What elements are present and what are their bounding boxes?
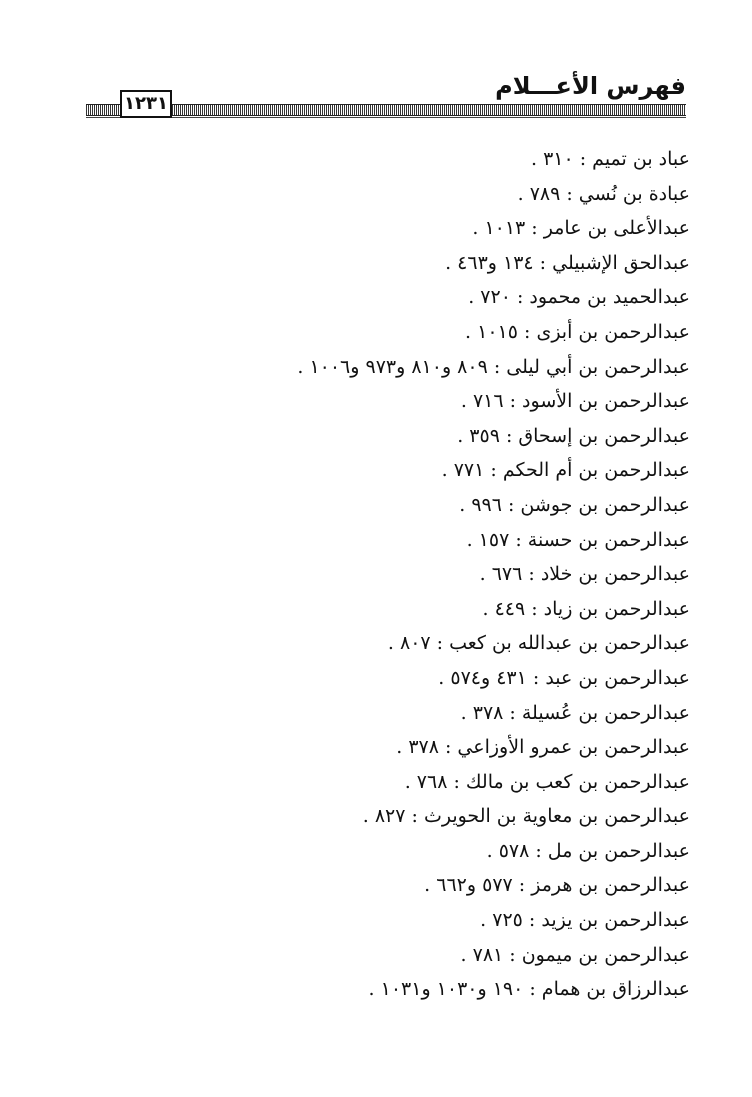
index-entry: عبدالرحمن بن زياد : ٤٤٩ . xyxy=(482,597,690,620)
header-underline xyxy=(86,117,686,118)
index-entry: عباد بن تميم : ٣١٠ . xyxy=(530,148,690,170)
index-entry: عبدالرحمن بن عمرو الأوزاعي : ٣٧٨ . xyxy=(396,736,690,759)
index-entry: عبدالرحمن بن مل : ٥٧٨ . xyxy=(486,839,690,862)
index-entry: عبدالأعلى بن عامر : ١٠١٣ . xyxy=(472,217,690,240)
index-entry: عبدالرحمن بن عبدالله بن كعب : ٨٠٧ . xyxy=(387,632,690,655)
index-entry: عبادة بن نُسي : ٧٨٩ . xyxy=(517,182,690,205)
index-entry: عبدالرحمن بن عبد : ٤٣١ و٥٧٤ . xyxy=(438,666,690,689)
page-title: فهرس الأعـــلام xyxy=(495,72,686,100)
index-entry: عبدالرحمن بن عُسيلة : ٣٧٨ . xyxy=(460,701,690,724)
index-entry: عبدالرحمن بن أم الحكم : ٧٧١ . xyxy=(441,459,690,482)
index-entry: عبدالرزاق بن همام : ١٩٠ و١٠٣٠ و١٠٣١ . xyxy=(368,978,690,1001)
page-number: ١٢٣١ xyxy=(120,90,172,118)
index-entry: عبدالرحمن بن إسحاق : ٣٥٩ . xyxy=(457,424,690,447)
page-header xyxy=(86,64,686,120)
index-entry: عبدالرحمن بن خلاد : ٦٧٦ . xyxy=(479,563,690,586)
index-entry: عبدالحق الإشبيلي : ١٣٤ و٤٦٣ . xyxy=(445,251,690,274)
index-entry: عبدالرحمن بن ميمون : ٧٨١ . xyxy=(460,943,690,966)
index-entry: عبدالرحمن بن حسنة : ١٥٧ . xyxy=(466,528,690,551)
index-entry: عبدالرحمن بن معاوية بن الحويرث : ٨٢٧ . xyxy=(362,805,690,828)
index-entry: عبدالرحمن بن جوشن : ٩٩٦ . xyxy=(459,493,690,516)
index-entry: عبدالرحمن بن كعب بن مالك : ٧٦٨ . xyxy=(404,770,690,793)
index-entries-list xyxy=(210,142,690,1007)
index-entry: عبدالرحمن بن أبزى : ١٠١٥ . xyxy=(465,320,690,343)
index-entry: عبدالرحمن بن الأسود : ٧١٦ . xyxy=(460,390,690,413)
index-entry: عبدالرحمن بن يزيد : ٧٢٥ . xyxy=(480,909,690,932)
header-rule xyxy=(86,104,686,116)
index-entry: عبدالرحمن بن هرمز : ٥٧٧ و٦٦٢ . xyxy=(424,874,690,897)
index-entry: عبدالرحمن بن أبي ليلى : ٨٠٩ و٨١٠ و٩٧٣ و١٠٠٦ . xyxy=(297,355,690,378)
index-entry: عبدالحميد بن محمود : ٧٢٠ . xyxy=(468,286,690,309)
